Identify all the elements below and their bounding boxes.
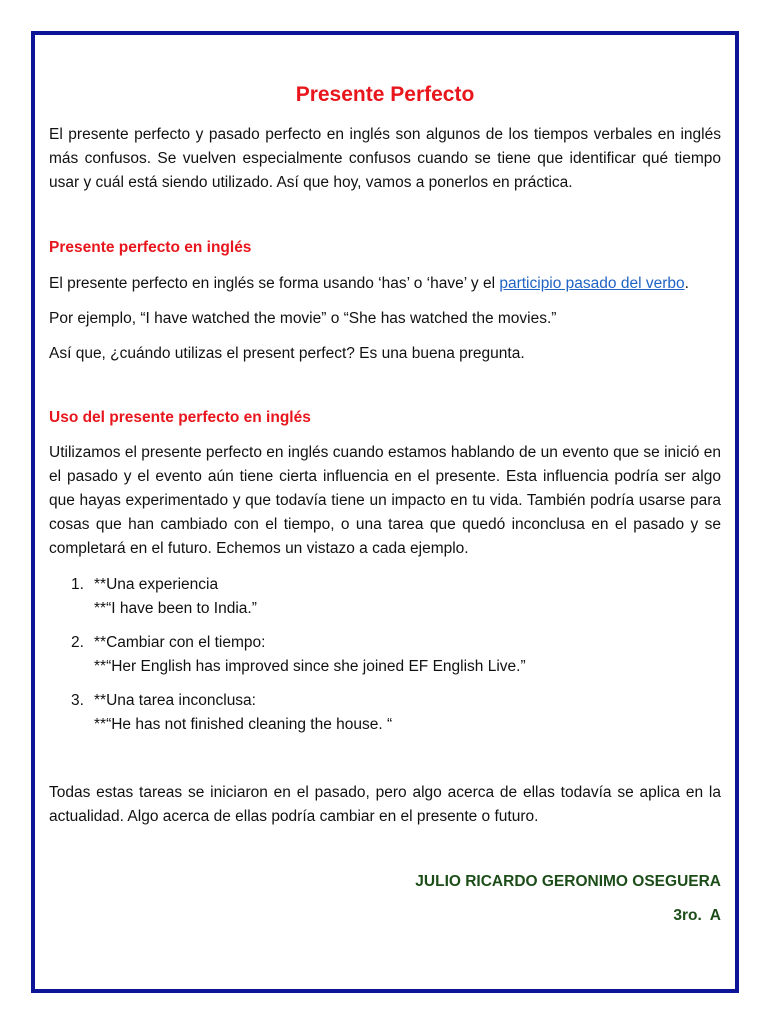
list-number: 2. xyxy=(71,634,84,651)
author-name: JULIO RICARDO GERONIMO OSEGUERA xyxy=(415,873,721,890)
usage-paragraph: Utilizamos el presente perfecto en inglés cuando estamos hablando de un evento que se inició en el pasado y el evento aún tiene cierta influencia en el presente. Esta influencia podría ser algo que hayas experimentado y que todavía tiene un impacto en tu vida. También podría usarse para cosas que han cambiado con el tiempo, o una tarea que quedó inconclusa en el pasado y se completará en el futuro. Echemos un vistazo a cada ejemplo. xyxy=(49,444,721,557)
closing-paragraph: Todas estas tareas se iniciaron en el pasado, pero algo acerca de ellas todavía se aplica en la actualidad. Algo acerca de ellas podría cambiar en el presente o futuro. xyxy=(49,784,721,825)
list-label: **Una experiencia xyxy=(94,576,219,593)
formation-text-end: . xyxy=(684,275,689,292)
section-heading-presente-perfecto: Presente perfecto en inglés xyxy=(49,239,252,256)
document-title: Presente Perfecto xyxy=(295,83,475,106)
grade-label: 3ro. A xyxy=(673,907,721,924)
formation-paragraph xyxy=(49,272,721,296)
question-paragraph: Así que, ¿cuándo utilizas el present perfect? Es una buena pregunta. xyxy=(49,345,525,362)
page-border xyxy=(31,31,739,993)
list-number: 1. xyxy=(71,576,84,593)
participio-link[interactable]: participio pasado del verbo xyxy=(499,275,685,292)
list-label: **Cambiar con el tiempo: xyxy=(94,634,266,651)
list-example: **“I have been to India.” xyxy=(94,600,257,617)
list-label: **Una tarea inconclusa: xyxy=(94,692,256,709)
list-number: 3. xyxy=(71,692,84,709)
example-paragraph: Por ejemplo, “I have watched the movie” o “She has watched the movies.” xyxy=(49,310,557,327)
section-heading-uso: Uso del presente perfecto en inglés xyxy=(49,409,311,426)
list-example: **“He has not finished cleaning the house. “ xyxy=(94,716,393,733)
list-example: **“Her English has improved since she joined EF English Live.” xyxy=(94,658,526,675)
intro-paragraph: El presente perfecto y pasado perfecto en inglés son algunos de los tiempos verbales en inglés más confusos. Se vuelven especialmente confusos cuando se tiene que identificar qué tiempo usar y cuál está siendo utilizado. Así que hoy, vamos a ponerlos en práctica. xyxy=(49,126,721,191)
formation-text: El presente perfecto en inglés se forma usando ‘has’ o ‘have’ y el xyxy=(49,275,500,292)
